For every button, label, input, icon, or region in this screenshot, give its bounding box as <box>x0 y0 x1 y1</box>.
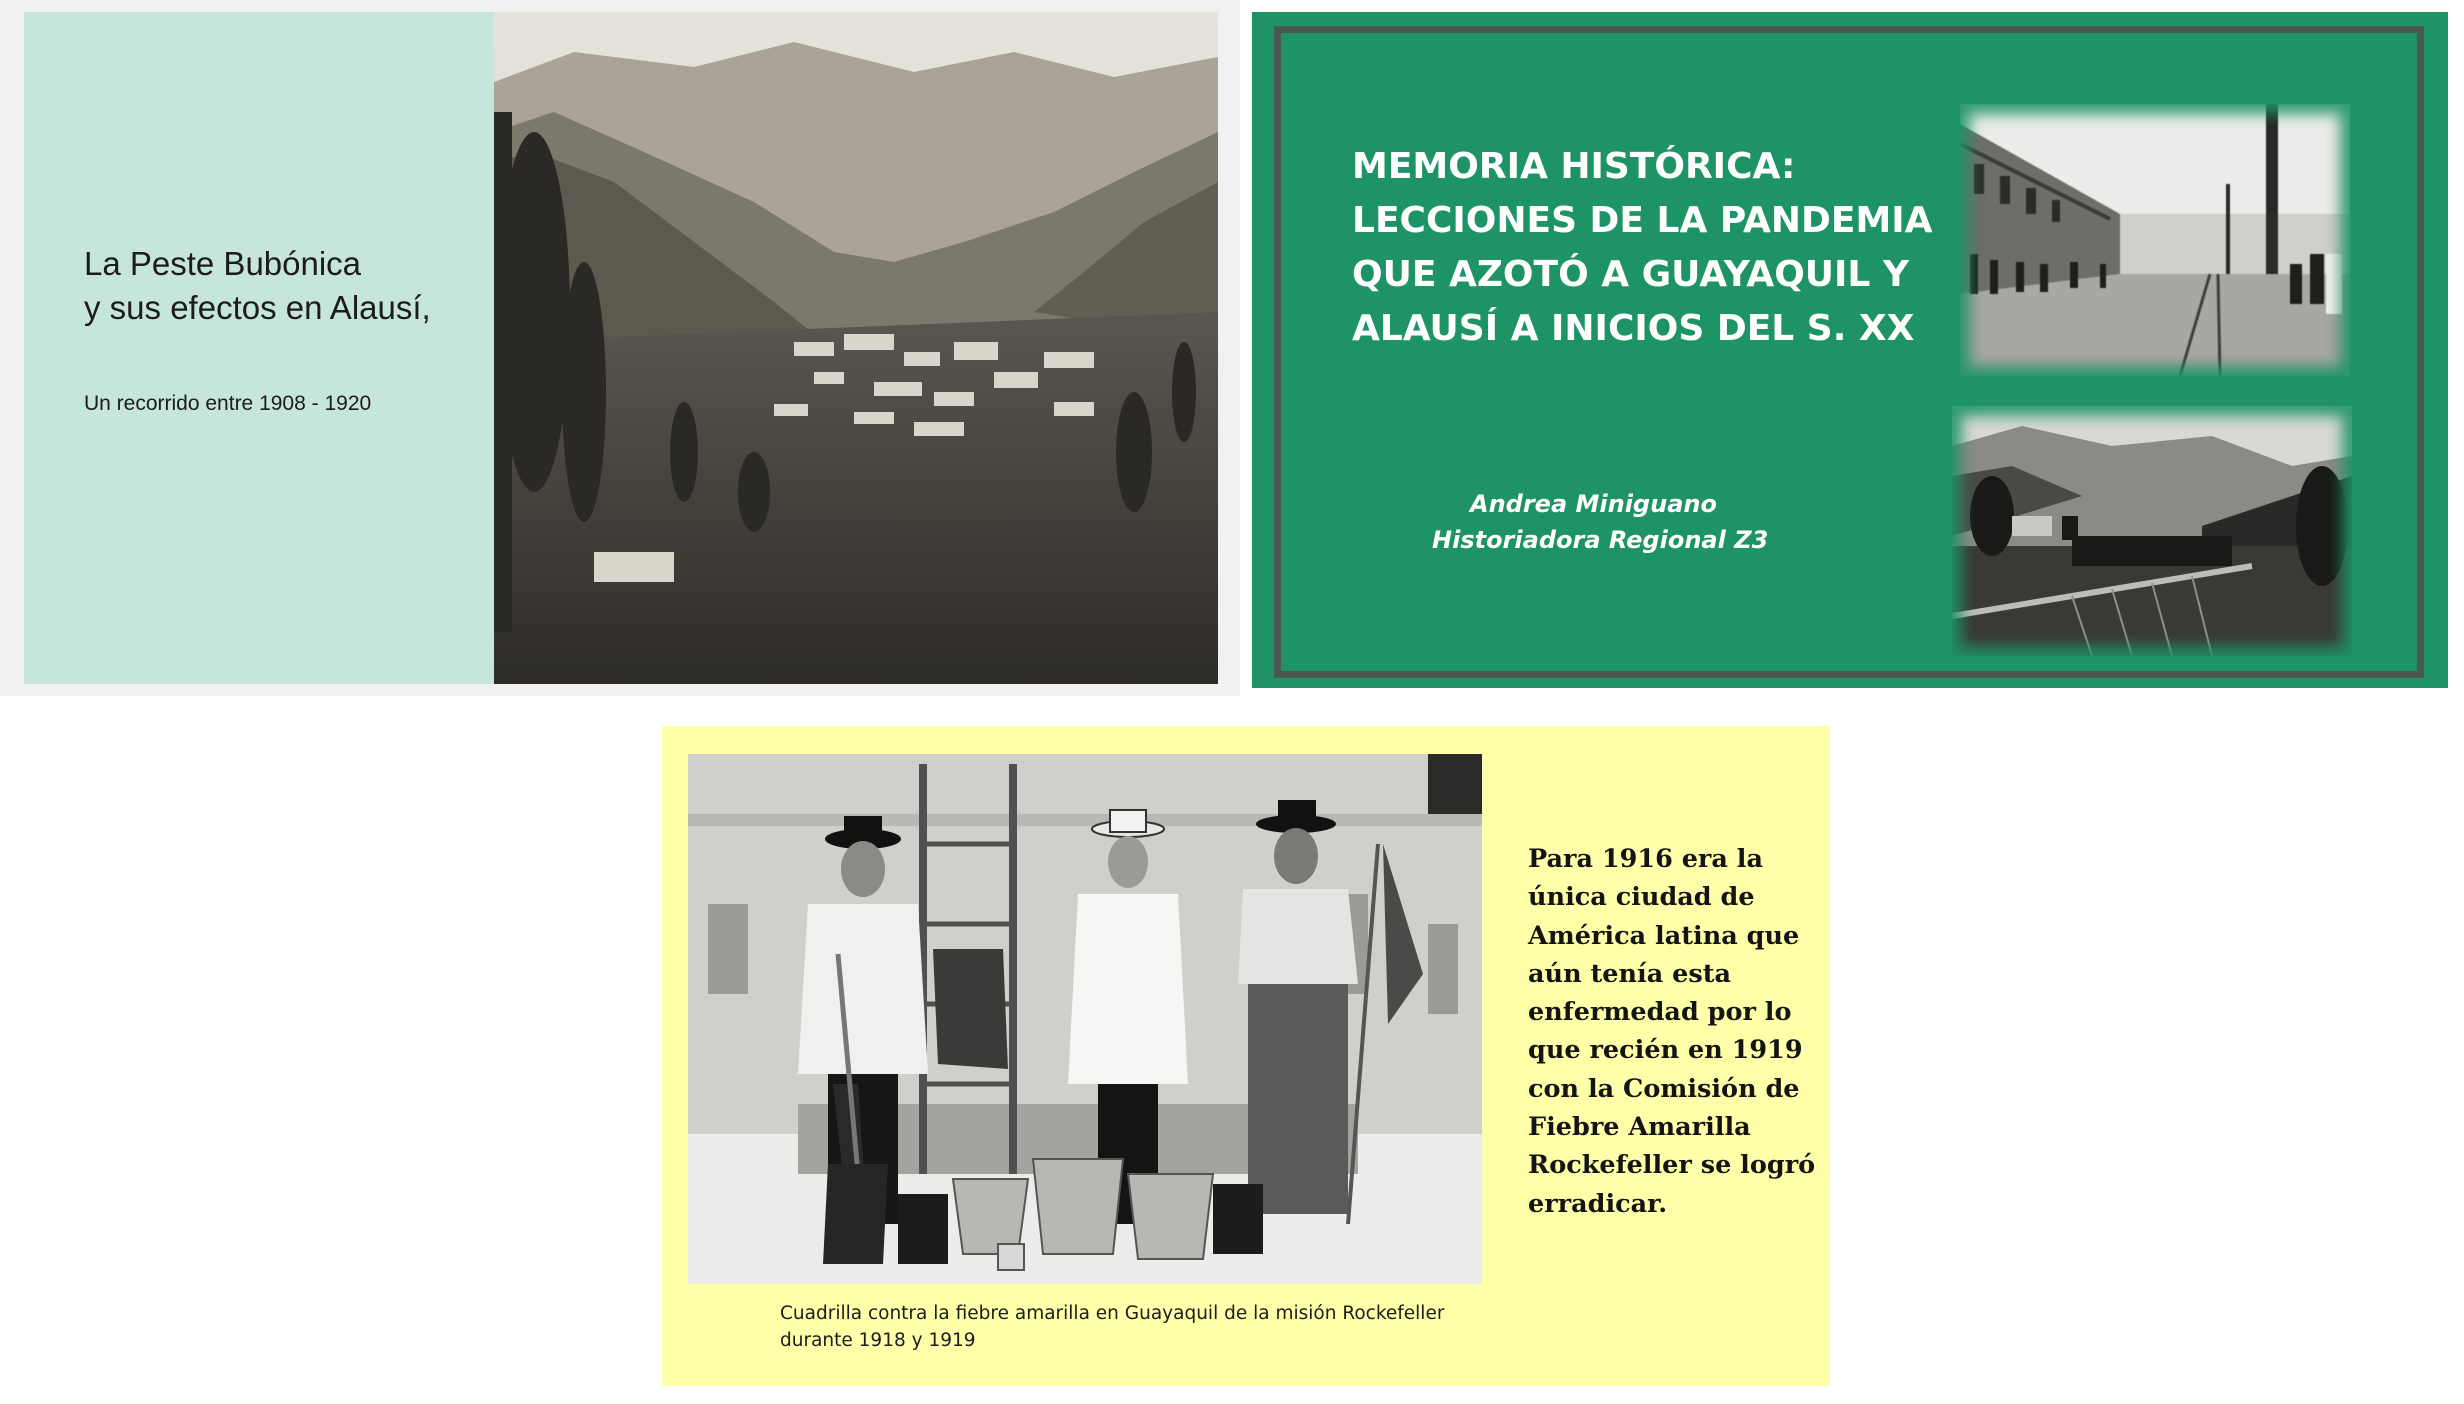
body-line: única ciudad de <box>1528 882 1755 913</box>
body-line: aún tenía esta <box>1528 958 1731 989</box>
body-line: erradicar. <box>1528 1188 1668 1219</box>
alausi-valley-photo <box>494 12 1218 684</box>
slide-2-title <box>1352 140 1992 356</box>
slide-3-body-text <box>1528 840 1818 1223</box>
slide-2 <box>1252 12 2448 688</box>
steam-train-bridge-photo <box>1952 406 2352 656</box>
body-line: Para 1916 era la <box>1528 844 1763 874</box>
slide-1-text-panel <box>24 12 494 684</box>
author-name: Andrea Miniguano <box>1470 490 1717 518</box>
slide-2-title-line: QUE AZOTÓ A GUAYAQUIL Y <box>1352 254 1909 295</box>
slide-1-subtitle: Un recorrido entre 1908 - 1920 <box>84 392 372 415</box>
slide-2-title-line: MEMORIA HISTÓRICA: <box>1352 146 1796 187</box>
caption-line: Cuadrilla contra la fiebre amarilla en Guayaquil de la misión Rockefeller <box>780 1303 1445 1324</box>
street-tram-photo <box>1960 104 2350 376</box>
author-role: Historiadora Regional Z3 <box>1432 526 1769 554</box>
slide-1-content <box>24 12 1218 684</box>
slide-1-title-line: La Peste Bubónica <box>84 245 362 282</box>
rockefeller-mission-crew-photo <box>688 754 1482 1284</box>
body-line: Rockefeller se logró <box>1528 1150 1816 1181</box>
body-line: América latina que <box>1528 920 1800 951</box>
alausi-valley-photo-graphic <box>494 12 1218 684</box>
slide-2-title-line: LECCIONES DE LA PANDEMIA <box>1352 200 1933 241</box>
slide-3 <box>662 726 1830 1386</box>
body-line: Fiebre Amarilla <box>1528 1112 1751 1143</box>
rockefeller-mission-crew-photo-graphic <box>688 754 1482 1284</box>
body-line: con la Comisión de <box>1528 1073 1800 1104</box>
slide-1 <box>0 0 1240 696</box>
street-tram-photo-graphic <box>1960 104 2350 376</box>
slide-1-title <box>84 242 484 330</box>
body-line: enfermedad por lo <box>1528 997 1792 1028</box>
steam-train-bridge-photo-graphic <box>1952 406 2352 656</box>
photo-caption <box>780 1300 1460 1354</box>
body-line: que recién en 1919 <box>1528 1035 1803 1066</box>
caption-line: durante 1918 y 1919 <box>780 1330 976 1351</box>
slide-2-title-line: ALAUSÍ A INICIOS DEL S. XX <box>1352 308 1915 349</box>
slide-1-title-line: y sus efectos en Alausí, <box>84 289 431 326</box>
slide-2-author <box>1432 486 1832 558</box>
